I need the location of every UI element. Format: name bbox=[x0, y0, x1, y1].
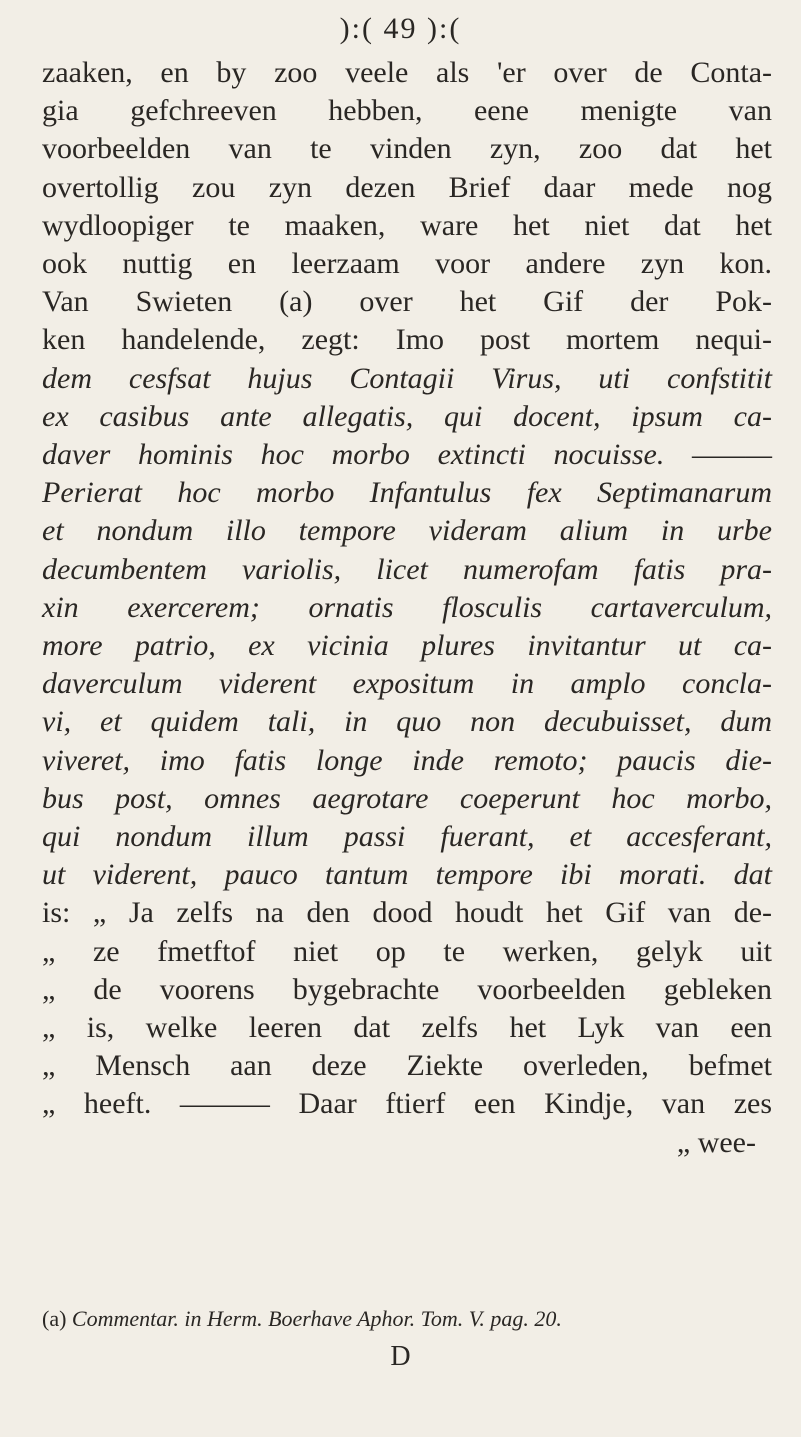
text-line-latin: qui nondum illum passi fuerant, et accesferant, bbox=[42, 820, 772, 854]
catchword: „ wee- bbox=[676, 1125, 756, 1159]
body-text bbox=[42, 54, 772, 1162]
text-line: voorbeelden van te vinden zyn, zoo dat het bbox=[42, 132, 772, 166]
text-line: overtollig zou zyn dezen Brief daar mede nog bbox=[42, 170, 772, 204]
text-line: ook nuttig en leerzaam voor andere zyn kon. bbox=[42, 247, 772, 281]
text-line-latin: daverculum viderent expositum in amplo concla- bbox=[42, 667, 772, 701]
footnote-text: Commentar. in Herm. Boerhave Aphor. Tom. V. pag. 20. bbox=[71, 1306, 562, 1331]
text-line-latin: et nondum illo tempore videram alium in urbe bbox=[42, 514, 772, 548]
footnote-marker: (a) bbox=[42, 1306, 67, 1331]
page-number: ):( 49 ):( bbox=[339, 12, 462, 45]
text-line: „ Mensch aan deze Ziekte overleden, befmet bbox=[42, 1049, 772, 1083]
signature-mark: D bbox=[390, 1341, 411, 1372]
text-line: Van Swieten (a) over het Gif der Pok- bbox=[42, 285, 772, 319]
text-line: „ is, welke leeren dat zelfs het Lyk van een bbox=[42, 1011, 772, 1045]
text-line: zaaken, en by zoo veele als 'er over de Conta- bbox=[42, 56, 772, 89]
text-line-latin: Perierat hoc morbo Infantulus fex Septimanarum bbox=[42, 476, 772, 510]
text-line-latin: ut viderent, pauco tantum tempore ibi morati. dat bbox=[42, 858, 772, 892]
text-line: „ de voorens bygebrachte voorbeelden gebleken bbox=[42, 972, 772, 1006]
text-line-latin: vi, et quidem tali, in quo non decubuisset, dum bbox=[42, 705, 772, 739]
text-line-latin: more patrio, ex vicinia plures invitantur ut ca- bbox=[42, 629, 772, 663]
footnote bbox=[42, 1306, 772, 1332]
text-line: „ heeft. ——— Daar ftierf een Kindje, van zes bbox=[42, 1087, 772, 1121]
text-line-latin: dem cesfsat hujus Contagii Virus, uti confstitit bbox=[42, 361, 772, 395]
text-line-latin: daver hominis hoc morbo extincti nocuisse. ——— bbox=[42, 438, 772, 472]
text-line-latin: xin exercerem; ornatis flosculis cartaverculum, bbox=[42, 590, 772, 624]
text-line-latin: bus post, omnes aegrotare coeperunt hoc morbo, bbox=[42, 781, 772, 815]
text-line: is: „ Ja zelfs na den dood houdt het Gif van de- bbox=[42, 896, 772, 930]
text-line: ken handelende, zegt: Imo post mortem nequi- bbox=[42, 323, 772, 357]
text-line: gia gefchreeven hebben, eene menigte van bbox=[42, 94, 772, 128]
text-line-latin: decumbentem variolis, licet numerofam fatis pra- bbox=[42, 552, 772, 586]
text-line: wydloopiger te maaken, ware het niet dat het bbox=[42, 208, 772, 242]
text-line: „ ze fmetftof niet op te werken, gelyk uit bbox=[42, 934, 772, 968]
text-line-latin: ex casibus ante allegatis, qui docent, ipsum ca- bbox=[42, 399, 772, 433]
text-line-latin: viveret, imo fatis longe inde remoto; paucis die- bbox=[42, 743, 772, 777]
